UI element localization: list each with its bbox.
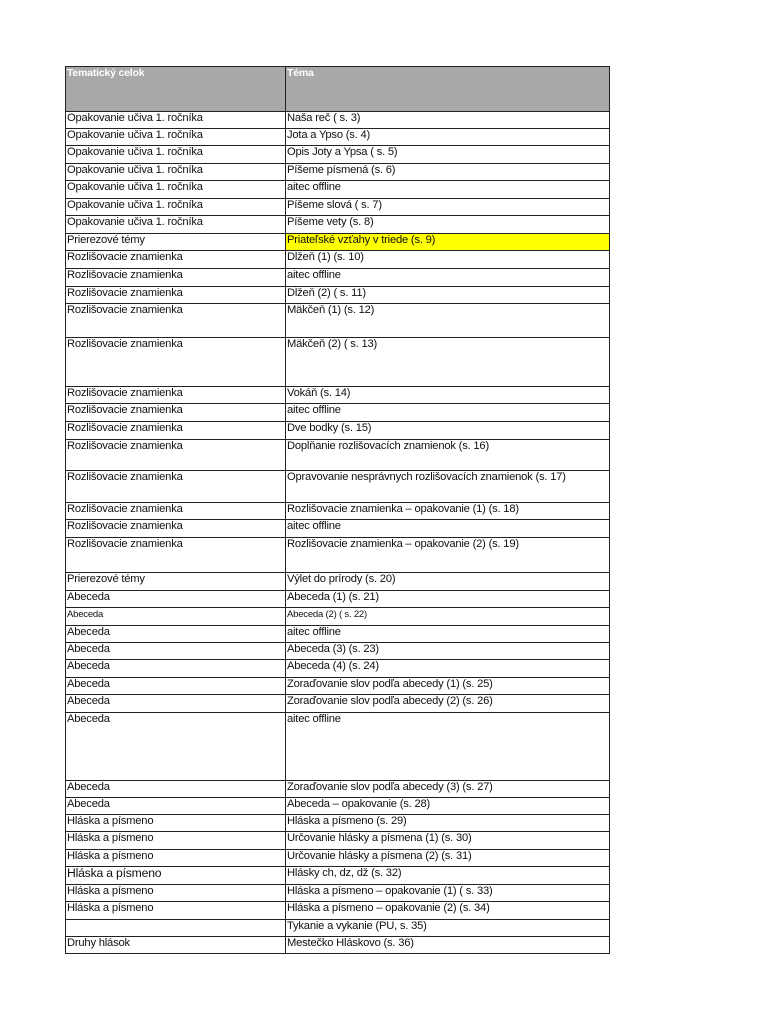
table-row xyxy=(66,608,610,626)
thematic-unit-cell: Opakovanie učiva 1. ročníka xyxy=(66,129,286,146)
topic-cell: Dĺžeň (1) (s. 10) xyxy=(286,251,610,269)
table-row xyxy=(66,503,610,520)
topic-cell: Rozlišovacie znamienka – opakovanie (2) (s. 19) xyxy=(286,538,610,573)
thematic-unit-cell: Prierezové témy xyxy=(66,234,286,251)
thematic-unit-cell: Rozlišovacie znamienka xyxy=(66,520,286,538)
topic-table xyxy=(65,66,610,954)
topic-cell: Abeceda (3) (s. 23) xyxy=(286,643,610,660)
topic-cell: Abeceda (2) ( s. 22) xyxy=(286,608,610,626)
thematic-unit-cell: Rozlišovacie znamienka xyxy=(66,304,286,338)
thematic-unit-cell: Abeceda xyxy=(66,626,286,643)
table-row xyxy=(66,781,610,798)
topic-cell: Dĺžeň (2) ( s. 11) xyxy=(286,287,610,304)
column-header-topic: Téma xyxy=(286,67,610,112)
topic-cell: Mäkčeň (1) (s. 12) xyxy=(286,304,610,338)
thematic-unit-cell: Hláska a písmeno xyxy=(66,885,286,902)
topic-cell: Jota a Ypso (s. 4) xyxy=(286,129,610,146)
table-row xyxy=(66,287,610,304)
thematic-unit-cell: Opakovanie učiva 1. ročníka xyxy=(66,181,286,199)
thematic-unit-cell: Rozlišovacie znamienka xyxy=(66,440,286,471)
table-row xyxy=(66,269,610,287)
thematic-unit-cell: Rozlišovacie znamienka xyxy=(66,287,286,304)
thematic-unit-cell: Opakovanie učiva 1. ročníka xyxy=(66,112,286,129)
topic-cell: Opravovanie nesprávnych rozlišovacích znamienok (s. 17) xyxy=(286,471,610,503)
topic-cell: aitec offline xyxy=(286,520,610,538)
topic-cell: Píšeme vety (s. 8) xyxy=(286,216,610,234)
column-header-thematic-unit: Tematický celok xyxy=(66,67,286,112)
topic-cell: Abeceda (4) (s. 24) xyxy=(286,660,610,678)
thematic-unit-cell: Opakovanie učiva 1. ročníka xyxy=(66,146,286,164)
topic-cell: Hláska a písmeno – opakovanie (2) (s. 34) xyxy=(286,902,610,920)
table-row xyxy=(66,660,610,678)
topic-cell: aitec offline xyxy=(286,626,610,643)
table-row xyxy=(66,112,610,129)
table-row xyxy=(66,304,610,338)
thematic-unit-cell: Hláska a písmeno xyxy=(66,850,286,867)
topic-cell: Zoraďovanie slov podľa abecedy (1) (s. 25) xyxy=(286,678,610,695)
topic-cell: Zoraďovanie slov podľa abecedy (2) (s. 26) xyxy=(286,695,610,713)
thematic-unit-cell: Opakovanie učiva 1. ročníka xyxy=(66,199,286,216)
table-row xyxy=(66,216,610,234)
table-row xyxy=(66,387,610,404)
topic-cell: Priateľské vzťahy v triede (s. 9) xyxy=(286,234,610,251)
topic-cell: Píšeme slová ( s. 7) xyxy=(286,199,610,216)
topic-cell: Rozlišovacie znamienka – opakovanie (1) (s. 18) xyxy=(286,503,610,520)
table-row xyxy=(66,404,610,422)
table-row xyxy=(66,643,610,660)
thematic-unit-cell: Rozlišovacie znamienka xyxy=(66,404,286,422)
thematic-unit-cell: Abeceda xyxy=(66,591,286,608)
table-row xyxy=(66,885,610,902)
thematic-unit-cell: Rozlišovacie znamienka xyxy=(66,251,286,269)
table-row xyxy=(66,471,610,503)
topic-cell: Píšeme písmená (s. 6) xyxy=(286,164,610,181)
table-row xyxy=(66,713,610,781)
table-row xyxy=(66,164,610,181)
topic-cell: Abeceda (1) (s. 21) xyxy=(286,591,610,608)
table-row xyxy=(66,902,610,920)
topic-cell: Mäkčeň (2) ( s. 13) xyxy=(286,338,610,387)
table-row xyxy=(66,251,610,269)
table-row xyxy=(66,520,610,538)
table-row xyxy=(66,573,610,591)
table-row xyxy=(66,199,610,216)
topic-cell: aitec offline xyxy=(286,181,610,199)
topic-cell: aitec offline xyxy=(286,269,610,287)
topic-cell: Dve bodky (s. 15) xyxy=(286,422,610,440)
topic-cell: Zoraďovanie slov podľa abecedy (3) (s. 27) xyxy=(286,781,610,798)
topic-cell: aitec offline xyxy=(286,404,610,422)
topic-cell: Určovanie hlásky a písmena (1) (s. 30) xyxy=(286,832,610,850)
thematic-unit-cell xyxy=(66,920,286,937)
topic-cell: aitec offline xyxy=(286,713,610,781)
topic-cell: Mestečko Hláskovo (s. 36) xyxy=(286,937,610,954)
thematic-unit-cell: Rozlišovacie znamienka xyxy=(66,387,286,404)
topic-cell: Dopĺňanie rozlišovacích znamienok (s. 16) xyxy=(286,440,610,471)
table-row xyxy=(66,591,610,608)
table-row xyxy=(66,181,610,199)
topic-cell: Opis Joty a Ypsa ( s. 5) xyxy=(286,146,610,164)
table-row xyxy=(66,937,610,954)
table-row xyxy=(66,422,610,440)
thematic-unit-cell: Abeceda xyxy=(66,678,286,695)
thematic-unit-cell: Opakovanie učiva 1. ročníka xyxy=(66,216,286,234)
thematic-unit-cell: Abeceda xyxy=(66,781,286,798)
thematic-unit-cell: Rozlišovacie znamienka xyxy=(66,471,286,503)
table-row xyxy=(66,234,610,251)
thematic-unit-cell: Rozlišovacie znamienka xyxy=(66,269,286,287)
topic-cell: Vokáň (s. 14) xyxy=(286,387,610,404)
table-row xyxy=(66,920,610,937)
thematic-unit-cell: Hláska a písmeno xyxy=(66,902,286,920)
table-row xyxy=(66,129,610,146)
thematic-unit-cell: Hláska a písmeno xyxy=(66,832,286,850)
topic-cell: Abeceda – opakovanie (s. 28) xyxy=(286,798,610,815)
table-row xyxy=(66,538,610,573)
thematic-unit-cell: Abeceda xyxy=(66,660,286,678)
table-row xyxy=(66,146,610,164)
table-row xyxy=(66,338,610,387)
thematic-unit-cell: Abeceda xyxy=(66,713,286,781)
thematic-unit-cell: Hláska a písmeno xyxy=(66,815,286,832)
topic-cell: Hláska a písmeno (s. 29) xyxy=(286,815,610,832)
thematic-unit-cell: Prierezové témy xyxy=(66,573,286,591)
table-row xyxy=(66,695,610,713)
thematic-unit-cell: Rozlišovacie znamienka xyxy=(66,538,286,573)
table-row xyxy=(66,678,610,695)
thematic-unit-cell: Rozlišovacie znamienka xyxy=(66,338,286,387)
thematic-unit-cell: Abeceda xyxy=(66,643,286,660)
topic-cell: Hlásky ch, dz, dž (s. 32) xyxy=(286,867,610,885)
topic-cell: Naša reč ( s. 3) xyxy=(286,112,610,129)
table-row xyxy=(66,815,610,832)
table-row xyxy=(66,867,610,885)
topic-cell: Určovanie hlásky a písmena (2) (s. 31) xyxy=(286,850,610,867)
thematic-unit-cell: Rozlišovacie znamienka xyxy=(66,503,286,520)
topic-cell: Výlet do prírody (s. 20) xyxy=(286,573,610,591)
thematic-unit-cell: Rozlišovacie znamienka xyxy=(66,422,286,440)
topic-cell: Tykanie a vykanie (PU, s. 35) xyxy=(286,920,610,937)
topic-cell: Hláska a písmeno – opakovanie (1) ( s. 33) xyxy=(286,885,610,902)
thematic-unit-cell: Opakovanie učiva 1. ročníka xyxy=(66,164,286,181)
thematic-unit-cell: Hláska a písmeno xyxy=(66,867,286,885)
header-row xyxy=(66,67,610,112)
table-row xyxy=(66,440,610,471)
table-row xyxy=(66,850,610,867)
table-row xyxy=(66,626,610,643)
table-row xyxy=(66,798,610,815)
thematic-unit-cell: Abeceda xyxy=(66,608,286,626)
thematic-unit-cell: Abeceda xyxy=(66,695,286,713)
thematic-unit-cell: Druhy hlások xyxy=(66,937,286,954)
table-row xyxy=(66,832,610,850)
thematic-unit-cell: Abeceda xyxy=(66,798,286,815)
